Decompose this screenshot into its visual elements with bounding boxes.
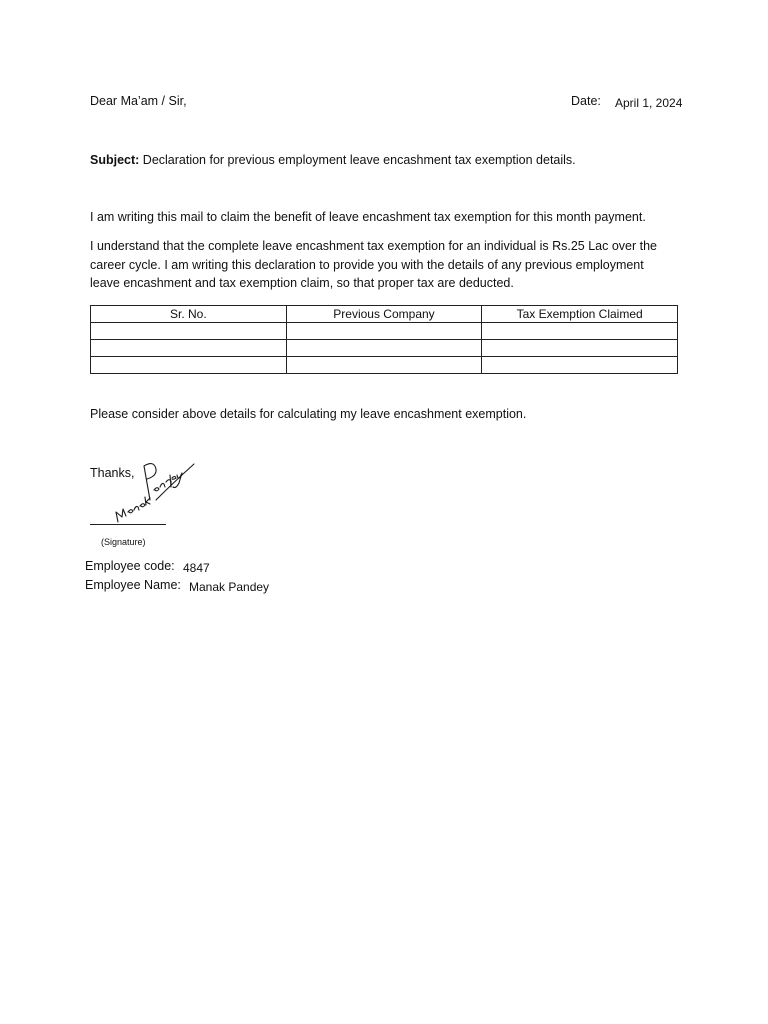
column-header-previous-company: Previous Company <box>286 306 482 323</box>
table-cell <box>91 323 287 340</box>
employee-name-value: Manak Pandey <box>189 580 270 594</box>
table-row <box>91 357 678 374</box>
signature-caption: (Signature) <box>101 537 146 547</box>
paragraph-details-line: leave encashment and tax exemption claim, so that proper tax are deducted. <box>90 276 514 290</box>
subject-text: Declaration for previous employment leave encashment tax exemption details. <box>139 153 576 167</box>
table-cell <box>286 340 482 357</box>
subject-line <box>90 151 576 170</box>
subject-label: Subject: <box>90 153 140 167</box>
table-cell <box>482 323 678 340</box>
table-cell <box>286 357 482 374</box>
exemption-claims-table <box>90 305 678 374</box>
date-label: Date: <box>571 94 601 108</box>
paragraph-details-line: I understand that the complete leave encashment tax exemption for an individual is Rs.25 Lac over the <box>90 239 657 253</box>
paragraph-intro: I am writing this mail to claim the benefit of leave encashment tax exemption for this month payment. <box>90 210 646 224</box>
table-row <box>91 323 678 340</box>
table-row <box>91 340 678 357</box>
table-cell <box>482 357 678 374</box>
paragraph-closing: Please consider above details for calculating my leave encashment exemption. <box>90 407 527 421</box>
paragraph-details <box>90 237 680 293</box>
paragraph-details-line: career cycle. I am writing this declaration to provide you with the details of any previous employment <box>90 257 644 272</box>
employee-code-label: Employee code: <box>85 559 175 573</box>
employee-name-label: Employee Name: <box>85 578 181 592</box>
table-cell <box>482 340 678 357</box>
closing-thanks: Thanks, <box>90 466 135 480</box>
column-header-tax-exemption: Tax Exemption Claimed <box>482 306 678 323</box>
handwritten-signature <box>110 460 200 526</box>
employee-code-value: 4847 <box>183 561 210 575</box>
table-cell <box>286 323 482 340</box>
signature-line <box>90 524 166 525</box>
salutation: Dear Ma’am / Sir, <box>90 94 187 108</box>
date-value: April 1, 2024 <box>615 96 683 110</box>
column-header-sr-no: Sr. No. <box>91 306 287 323</box>
table-cell <box>91 340 287 357</box>
table-header-row <box>91 306 678 323</box>
table-cell <box>91 357 287 374</box>
